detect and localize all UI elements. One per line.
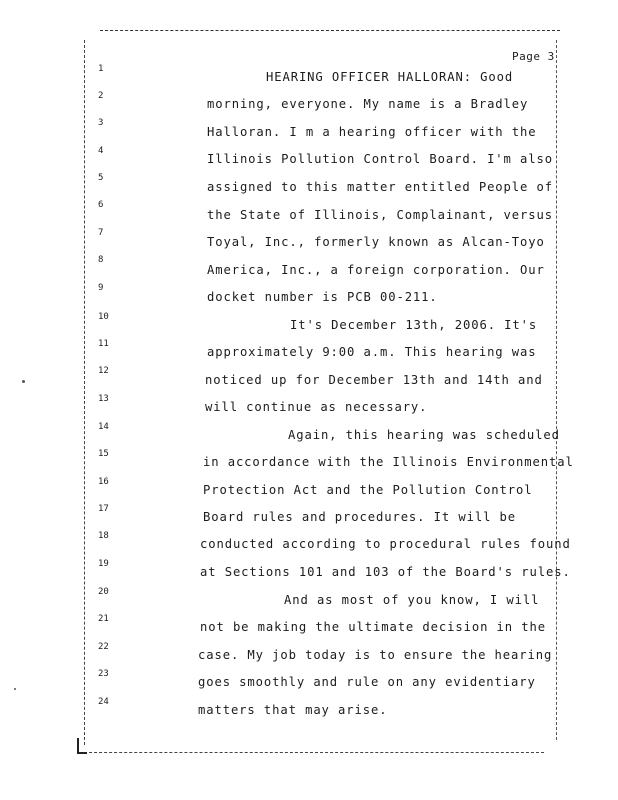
line-number: 13 — [98, 394, 109, 404]
line-number: 5 — [98, 173, 104, 183]
transcript-line: goes smoothly and rule on any evidentiary — [198, 675, 536, 689]
transcript-line: HEARING OFFICER HALLORAN: Good — [266, 70, 514, 84]
transcript-line: noticed up for December 13th and 14th and — [205, 373, 543, 387]
transcript-line: in accordance with the Illinois Environmental — [203, 455, 574, 469]
line-number: 3 — [98, 118, 104, 128]
line-number: 19 — [98, 559, 109, 569]
transcript-line: morning, everyone. My name is a Bradley — [207, 97, 529, 111]
line-number: 4 — [98, 146, 104, 156]
transcript-line: not be making the ultimate decision in the — [200, 620, 546, 634]
line-number: 14 — [98, 422, 109, 432]
page-corner-mark — [77, 738, 87, 754]
transcript-line: It's December 13th, 2006. It's — [290, 318, 538, 332]
transcript-line: Toyal, Inc., formerly known as Alcan-Toyo — [207, 235, 545, 249]
transcript-line: Board rules and procedures. It will be — [203, 510, 517, 524]
scan-speck — [22, 380, 25, 383]
transcript-line: docket number is PCB 00-211. — [207, 290, 438, 304]
line-number: 1 — [98, 64, 104, 74]
transcript-line: conducted according to procedural rules found — [200, 537, 571, 551]
page-border-left — [84, 40, 85, 745]
transcript-line: America, Inc., a foreign corporation. Our — [207, 263, 545, 277]
line-number: 8 — [98, 255, 104, 265]
line-number: 23 — [98, 669, 109, 679]
line-number: 11 — [98, 339, 109, 349]
transcript-line: And as most of you know, I will — [284, 593, 540, 607]
transcript-line: assigned to this matter entitled People of — [207, 180, 553, 194]
line-number: 15 — [98, 449, 109, 459]
line-number: 6 — [98, 200, 104, 210]
line-number: 12 — [98, 366, 109, 376]
scan-speck — [14, 688, 16, 690]
transcript-line: Protection Act and the Pollution Control — [203, 483, 533, 497]
transcript-line: Illinois Pollution Control Board. I'm also — [207, 152, 553, 166]
transcript-line: Again, this hearing was scheduled — [288, 428, 560, 442]
line-number: 7 — [98, 228, 104, 238]
line-number: 22 — [98, 642, 109, 652]
line-number: 2 — [98, 91, 104, 101]
page-number: Page 3 — [512, 50, 555, 63]
transcript-line: matters that may arise. — [198, 703, 388, 717]
line-number: 10 — [98, 312, 109, 322]
page-border-right — [556, 40, 557, 740]
transcript-line: Halloran. I m a hearing officer with the — [207, 125, 537, 139]
line-number: 17 — [98, 504, 109, 514]
transcript-line: case. My job today is to ensure the hearing — [198, 648, 553, 662]
transcript-line: the State of Illinois, Complainant, versus — [207, 208, 553, 222]
page-border-top — [100, 30, 560, 31]
line-number: 16 — [98, 477, 109, 487]
line-number: 20 — [98, 587, 109, 597]
line-number: 9 — [98, 283, 104, 293]
transcript-line: approximately 9:00 a.m. This hearing was — [207, 345, 537, 359]
transcript-line: at Sections 101 and 103 of the Board's rules. — [200, 565, 571, 579]
transcript-line: will continue as necessary. — [205, 400, 428, 414]
page-border-bottom — [84, 752, 544, 753]
line-number: 21 — [98, 614, 109, 624]
line-number: 24 — [98, 697, 109, 707]
line-number: 18 — [98, 531, 109, 541]
